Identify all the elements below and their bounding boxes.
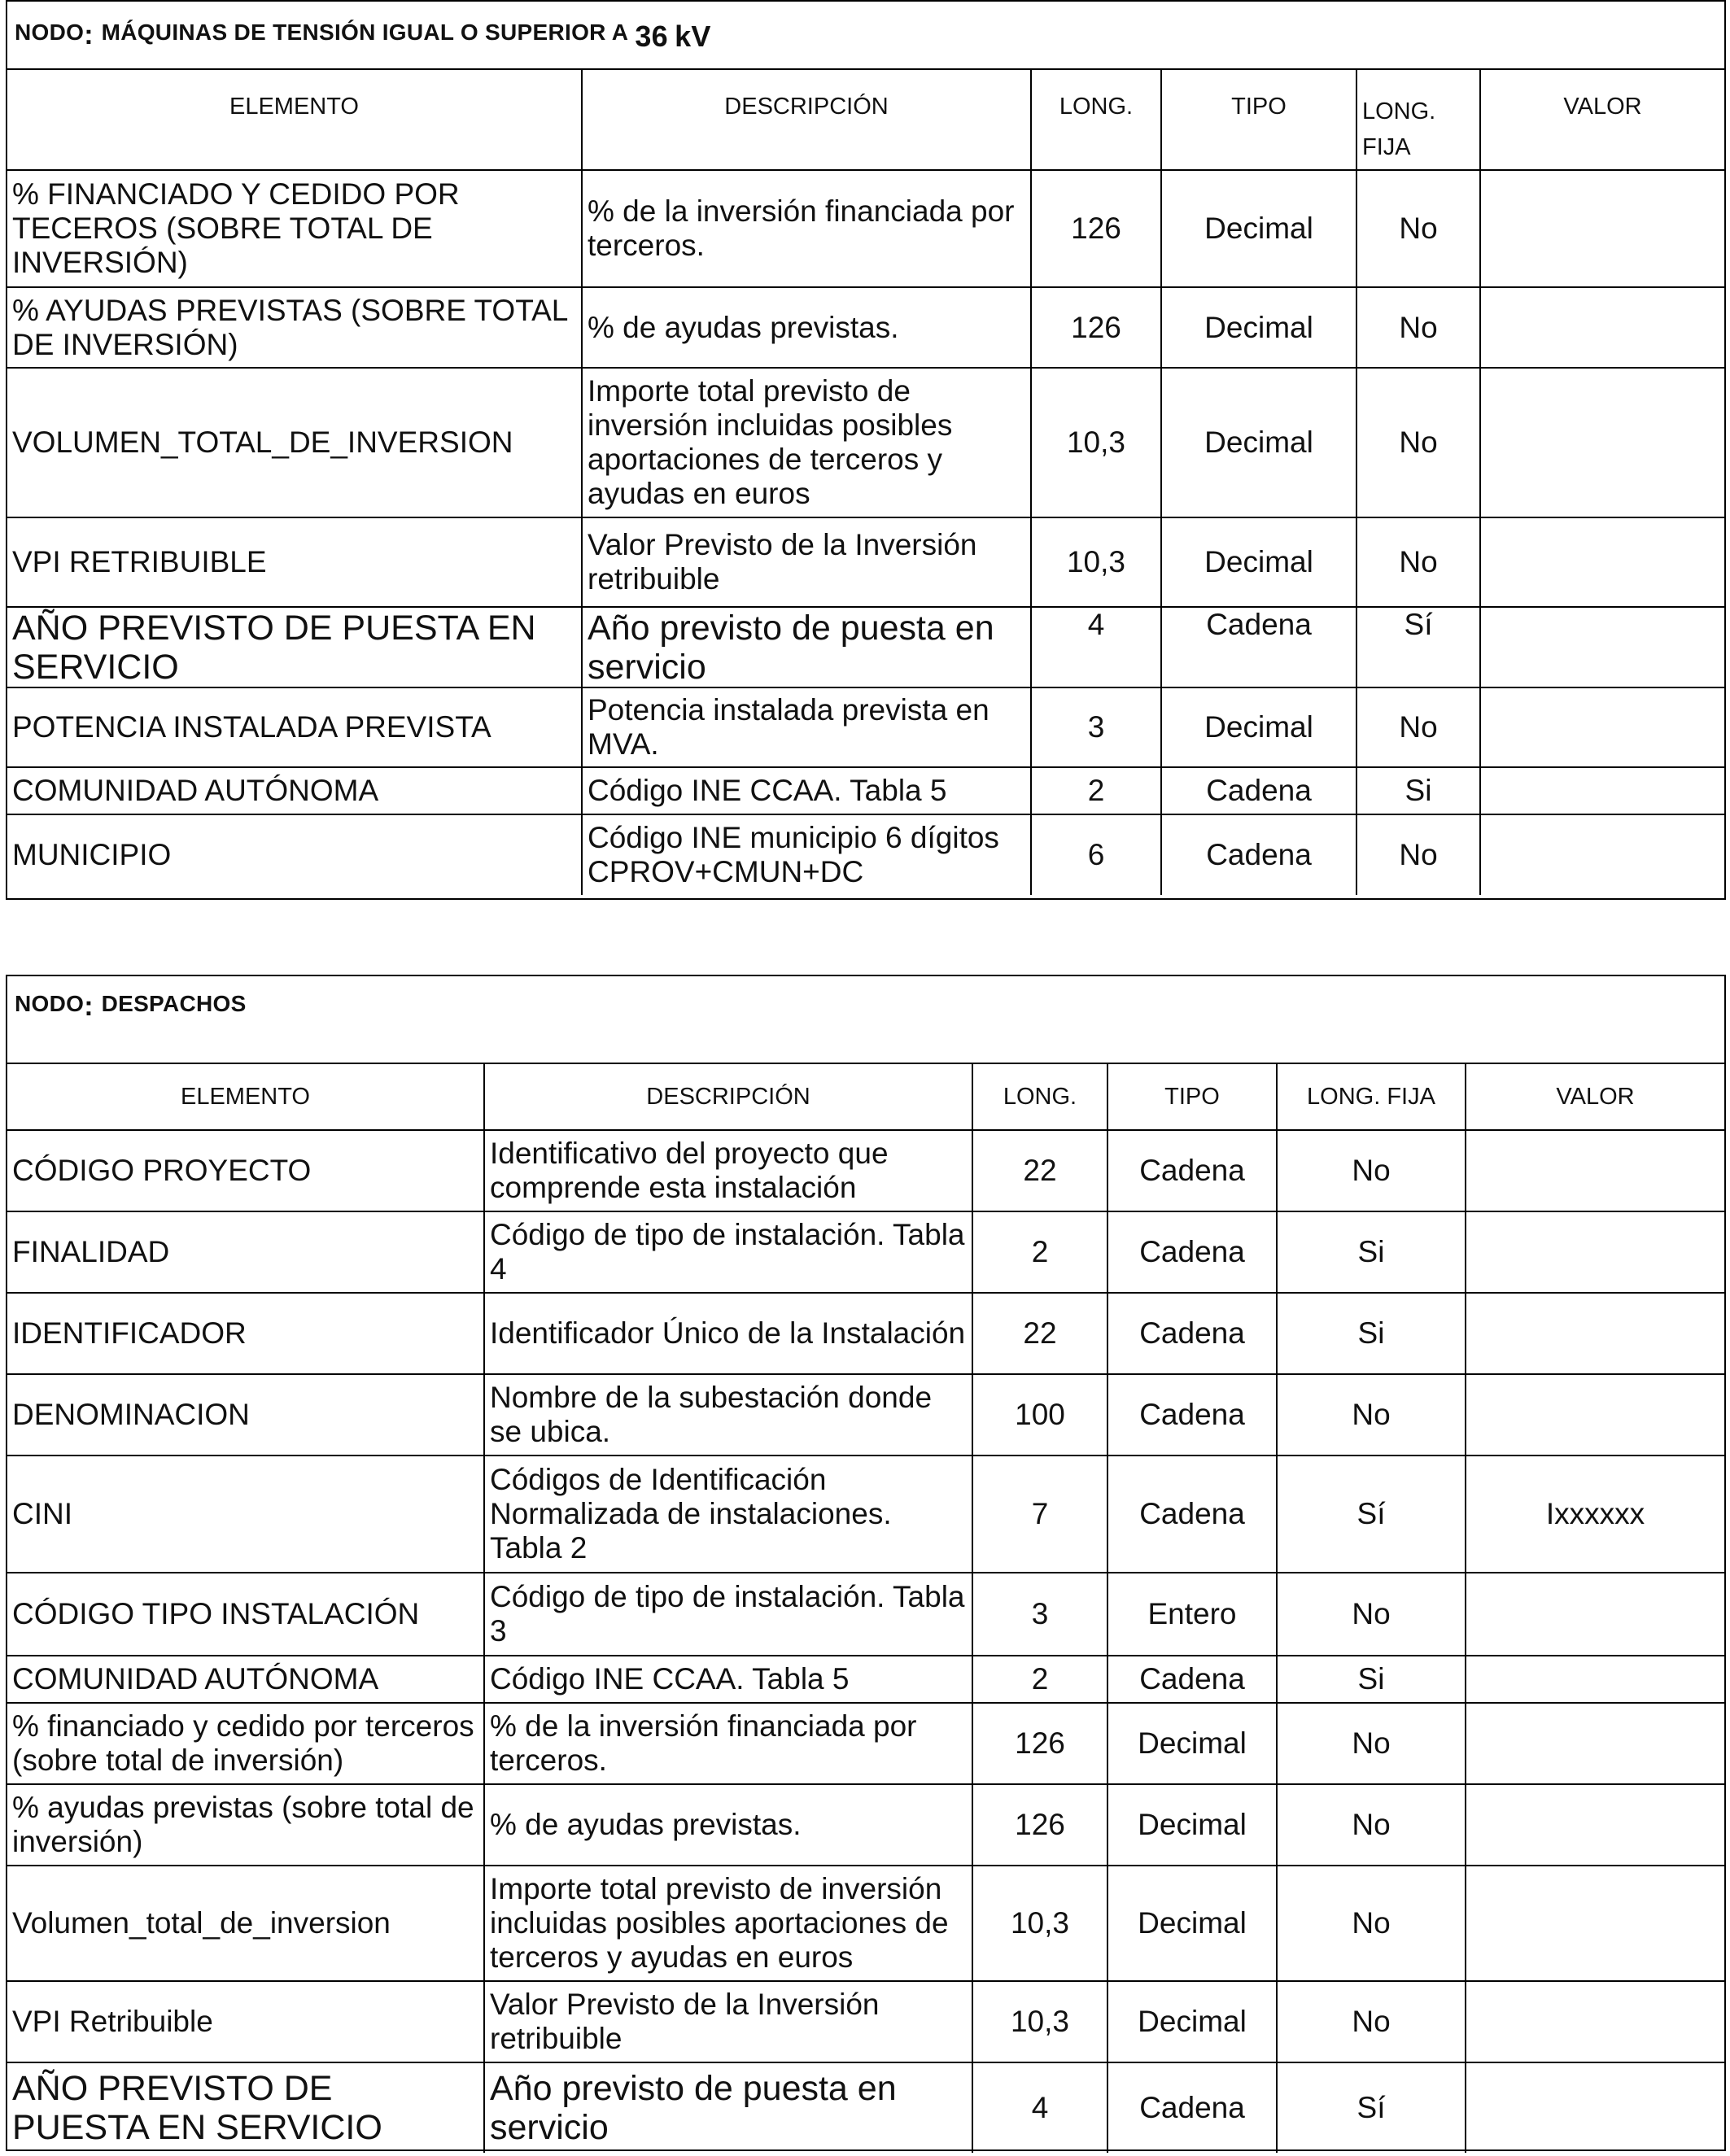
cell-long: 126: [1032, 171, 1162, 288]
cell-tipo: Decimal: [1108, 1785, 1278, 1866]
cell-fija: No: [1357, 815, 1481, 895]
cell-elemento: FINALIDAD: [7, 1212, 485, 1294]
cell-long: 10,3: [1032, 518, 1162, 608]
cell-valor: [1481, 608, 1724, 688]
cell-long: 6: [1032, 815, 1162, 895]
header-long-fija: [1357, 70, 1481, 171]
header-long-fija-line2: FIJA: [1362, 134, 1411, 160]
cell-elemento: IDENTIFICADOR: [7, 1294, 485, 1375]
cell-elemento: VOLUMEN_TOTAL_DE_INVERSION: [7, 369, 583, 518]
cell-elemento: COMUNIDAD AUTÓNOMA: [7, 1656, 485, 1704]
header-tipo: TIPO: [1108, 1064, 1278, 1131]
cell-long: 100: [973, 1375, 1108, 1456]
cell-descripcion: Identificativo del proyecto que comprende esta instalación: [485, 1131, 973, 1212]
cell-tipo: Cadena: [1108, 1294, 1278, 1375]
cell-fija: No: [1278, 1785, 1466, 1866]
cell-descripcion: Código INE municipio 6 dígitos CPROV+CMUN+DC: [583, 815, 1032, 895]
cell-fija: Si: [1278, 1212, 1466, 1294]
table-grid: [7, 70, 1724, 895]
table-maquinas: [6, 0, 1726, 900]
cell-fija: Si: [1278, 1656, 1466, 1704]
cell-long: 10,3: [973, 1866, 1108, 1982]
cell-long: 22: [973, 1294, 1108, 1375]
cell-fija: No: [1278, 1375, 1466, 1456]
header-descripcion: DESCRIPCIÓN: [485, 1064, 973, 1131]
header-descripcion: DESCRIPCIÓN: [583, 70, 1032, 171]
cell-descripcion: Código de tipo de instalación. Tabla 4: [485, 1212, 973, 1294]
table-grid: [7, 1064, 1724, 2153]
cell-tipo: Cadena: [1162, 608, 1357, 688]
cell-elemento: VPI Retribuible: [7, 1982, 485, 2063]
cell-descripcion: Valor Previsto de la Inversión retribuible: [583, 518, 1032, 608]
cell-long: 4: [1032, 608, 1162, 688]
cell-descripcion: Código INE CCAA. Tabla 5: [485, 1656, 973, 1704]
header-long: LONG.: [973, 1064, 1108, 1131]
cell-long: 7: [973, 1456, 1108, 1573]
cell-valor: Ixxxxxx: [1466, 1456, 1724, 1573]
cell-elemento: AÑO PREVISTO DE PUESTA EN SERVICIO: [7, 2063, 485, 2153]
cell-descripcion: Código INE CCAA. Tabla 5: [583, 768, 1032, 815]
cell-descripcion: Importe total previsto de inversión incluidas posibles aportaciones de terceros y ayudas en euros: [485, 1866, 973, 1982]
header-valor: VALOR: [1481, 70, 1724, 171]
cell-elemento: CÓDIGO TIPO INSTALACIÓN: [7, 1573, 485, 1656]
header-long-fija: LONG. FIJA: [1278, 1064, 1466, 1131]
title-value: 36: [635, 20, 669, 53]
cell-fija: No: [1278, 1573, 1466, 1656]
cell-valor: [1466, 1573, 1724, 1656]
cell-descripcion: Potencia instalada prevista en MVA.: [583, 688, 1032, 768]
cell-valor: [1466, 1982, 1724, 2063]
cell-valor: [1481, 815, 1724, 895]
cell-fija: Sí: [1278, 1456, 1466, 1573]
cell-fija: Si: [1357, 768, 1481, 815]
cell-elemento: DENOMINACION: [7, 1375, 485, 1456]
cell-elemento: % financiado y cedido por terceros (sobre total de inversión): [7, 1704, 485, 1785]
cell-valor: [1481, 688, 1724, 768]
cell-valor: [1466, 1375, 1724, 1456]
cell-long: 10,3: [973, 1982, 1108, 2063]
cell-tipo: Entero: [1108, 1573, 1278, 1656]
cell-valor: [1481, 171, 1724, 288]
table-despachos: [6, 975, 1726, 2151]
cell-descripcion: % de la inversión financiada por terceros.: [485, 1704, 973, 1785]
cell-descripcion: Año previsto de puesta en servicio: [583, 608, 1032, 688]
cell-descripcion: Importe total previsto de inversión incluidas posibles aportaciones de terceros y ayudas en euros: [583, 369, 1032, 518]
cell-tipo: Decimal: [1162, 688, 1357, 768]
cell-valor: [1466, 1294, 1724, 1375]
cell-descripcion: % de ayudas previstas.: [583, 288, 1032, 369]
cell-elemento: POTENCIA INSTALADA PREVISTA: [7, 688, 583, 768]
cell-tipo: Cadena: [1108, 2063, 1278, 2153]
cell-fija: No: [1357, 171, 1481, 288]
cell-elemento: % AYUDAS PREVISTAS (SOBRE TOTAL DE INVERSIÓN): [7, 288, 583, 369]
cell-long: 2: [973, 1656, 1108, 1704]
cell-valor: [1466, 1212, 1724, 1294]
title-text: MÁQUINAS DE TENSIÓN IGUAL O SUPERIOR A: [101, 20, 629, 45]
cell-tipo: Cadena: [1108, 1656, 1278, 1704]
cell-tipo: Decimal: [1162, 171, 1357, 288]
cell-long: 10,3: [1032, 369, 1162, 518]
header-valor: VALOR: [1466, 1064, 1724, 1131]
cell-long: 3: [1032, 688, 1162, 768]
cell-descripcion: Códigos de Identificación Normalizada de instalaciones. Tabla 2: [485, 1456, 973, 1573]
title-colon: :: [84, 991, 102, 1022]
cell-elemento: MUNICIPIO: [7, 815, 583, 895]
cell-tipo: Cadena: [1108, 1375, 1278, 1456]
cell-fija: No: [1278, 1131, 1466, 1212]
cell-elemento: CÓDIGO PROYECTO: [7, 1131, 485, 1212]
cell-fija: No: [1357, 288, 1481, 369]
title-prefix: NODO: [15, 20, 85, 45]
cell-long: 2: [973, 1212, 1108, 1294]
cell-valor: [1481, 518, 1724, 608]
cell-elemento: % FINANCIADO Y CEDIDO POR TECEROS (SOBRE TOTAL DE INVERSIÓN): [7, 171, 583, 288]
cell-long: 126: [1032, 288, 1162, 369]
cell-descripcion: Nombre de la subestación donde se ubica.: [485, 1375, 973, 1456]
cell-elemento: % ayudas previstas (sobre total de inversión): [7, 1785, 485, 1866]
cell-valor: [1466, 1704, 1724, 1785]
cell-fija: No: [1357, 518, 1481, 608]
cell-descripcion: % de la inversión financiada por terceros.: [583, 171, 1032, 288]
table-title: [7, 976, 1724, 1064]
header-long: LONG.: [1032, 70, 1162, 171]
header-long-fija-line1: LONG.: [1362, 98, 1436, 124]
cell-fija: Sí: [1278, 2063, 1466, 2153]
cell-long: 3: [973, 1573, 1108, 1656]
table-title: [7, 2, 1724, 70]
cell-fija: No: [1357, 369, 1481, 518]
header-tipo: TIPO: [1162, 70, 1357, 171]
cell-descripcion: Código de tipo de instalación. Tabla 3: [485, 1573, 973, 1656]
cell-tipo: Cadena: [1108, 1212, 1278, 1294]
cell-descripcion: Año previsto de puesta en servicio: [485, 2063, 973, 2153]
cell-valor: [1466, 1656, 1724, 1704]
cell-tipo: Decimal: [1108, 1704, 1278, 1785]
title-colon: :: [84, 20, 102, 50]
cell-long: 22: [973, 1131, 1108, 1212]
header-elemento: ELEMENTO: [7, 1064, 485, 1131]
cell-valor: [1481, 288, 1724, 369]
cell-fija: No: [1278, 1704, 1466, 1785]
cell-tipo: Cadena: [1108, 1131, 1278, 1212]
cell-elemento: COMUNIDAD AUTÓNOMA: [7, 768, 583, 815]
cell-descripcion: % de ayudas previstas.: [485, 1785, 973, 1866]
cell-elemento: AÑO PREVISTO DE PUESTA EN SERVICIO: [7, 608, 583, 688]
cell-elemento: Volumen_total_de_inversion: [7, 1866, 485, 1982]
cell-fija: No: [1357, 688, 1481, 768]
cell-tipo: Decimal: [1108, 1866, 1278, 1982]
cell-tipo: Cadena: [1162, 768, 1357, 815]
cell-tipo: Decimal: [1162, 288, 1357, 369]
cell-tipo: Decimal: [1108, 1982, 1278, 2063]
cell-tipo: Decimal: [1162, 518, 1357, 608]
cell-descripcion: Identificador Único de la Instalación: [485, 1294, 973, 1375]
cell-tipo: Decimal: [1162, 369, 1357, 518]
cell-fija: Sí: [1357, 608, 1481, 688]
header-elemento: ELEMENTO: [7, 70, 583, 171]
cell-fija: No: [1278, 1866, 1466, 1982]
cell-valor: [1466, 1785, 1724, 1866]
cell-elemento: CINI: [7, 1456, 485, 1573]
cell-tipo: Cadena: [1162, 815, 1357, 895]
cell-valor: [1466, 1866, 1724, 1982]
cell-valor: [1481, 369, 1724, 518]
cell-tipo: Cadena: [1108, 1456, 1278, 1573]
cell-valor: [1466, 2063, 1724, 2153]
cell-fija: Si: [1278, 1294, 1466, 1375]
cell-long: 126: [973, 1704, 1108, 1785]
cell-descripcion: Valor Previsto de la Inversión retribuible: [485, 1982, 973, 2063]
cell-long: 2: [1032, 768, 1162, 815]
cell-valor: [1466, 1131, 1724, 1212]
cell-long: 126: [973, 1785, 1108, 1866]
cell-fija: No: [1278, 1982, 1466, 2063]
cell-valor: [1481, 768, 1724, 815]
title-unit: kV: [675, 20, 711, 53]
title-text: DESPACHOS: [101, 991, 247, 1016]
title-prefix: NODO: [15, 991, 85, 1016]
cell-elemento: VPI RETRIBUIBLE: [7, 518, 583, 608]
cell-long: 4: [973, 2063, 1108, 2153]
